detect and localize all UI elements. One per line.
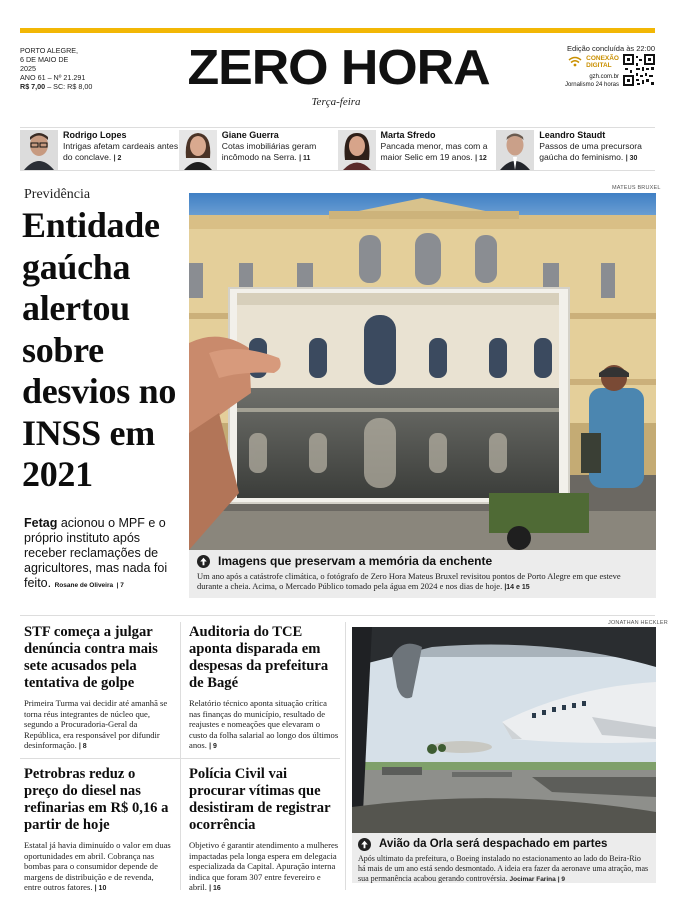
main-photo-credit: MATEUS BRUXEL	[612, 185, 661, 191]
site-url[interactable]: gzh.com.br	[589, 74, 619, 80]
main-photo-caption	[189, 550, 656, 598]
main-caption-pages: |14 e 15	[504, 584, 530, 592]
columnist-page: | 2	[113, 154, 122, 162]
lede-byline: Rosane de Oliveira	[54, 582, 114, 589]
columnist-item[interactable]	[496, 128, 655, 170]
columnist-teaser: Cotas imobiliárias geram incômodo na Serra.	[221, 141, 317, 162]
columnist-page: | 11	[299, 154, 311, 162]
location-line-1: PORTO ALEGRE,	[20, 46, 79, 55]
columnist-name: Giane Guerra	[221, 130, 279, 140]
columnist-item[interactable]	[179, 128, 338, 170]
conexao-digital[interactable]	[549, 53, 619, 88]
columnist-photo-marta	[338, 130, 376, 170]
column-divider	[180, 622, 181, 890]
columnist-teaser: Intrigas afetam cardeais antes do conclave.	[63, 141, 179, 162]
lead-headline[interactable]: Entidade gaúcha alertou sobre desvios no INSS em 2021	[22, 205, 177, 494]
story-title[interactable]: STF começa a julgar denúncia contra mais sete acusados pela tentativa de golpe	[24, 624, 158, 691]
columnist-name: Rodrigo Lopes	[63, 130, 127, 140]
digital-info	[525, 44, 655, 53]
lede-page: | 7	[116, 582, 124, 589]
plane-caption-body: Após ultimato da prefeitura, o Boeing instalado no estacionamento ao lado do Beira-Rio há mais de um ano está sendo desmontado. A ideia era fazer da aeronave uma atração, mas sua permanência acabou gerando controvérsia.	[358, 854, 649, 883]
columnist-teaser: Passos de uma precursora gaúcha do feminismo.	[539, 141, 642, 162]
digital-label-1: CONEXÃO	[586, 54, 619, 62]
lead-kicker: Previdência	[24, 187, 91, 202]
story-title[interactable]: Polícia Civil vai procurar vítimas que desistiram de registrar ocorrência	[189, 766, 331, 833]
story-page: | 16	[209, 885, 221, 892]
story-title[interactable]: Auditoria do TCE aponta disparada em despesas da prefeitura de Bagé	[189, 624, 329, 691]
edition-closed: Edição concluída às 22:00	[567, 44, 655, 53]
weekday: Terça-feira	[311, 96, 361, 108]
columnist-item[interactable]	[20, 128, 179, 170]
qr-code-icon[interactable]	[623, 54, 655, 86]
main-caption-body: Um ano após a catástrofe climática, o fotógrafo de Zero Hora Mateus Bruxel revisitou pontos de Porto Alegre em que esteve durante a cheia. Acima, o Mercado Público tomado pela água em 2024 e nos dias de hoje.	[197, 571, 621, 592]
columnists-strip	[20, 127, 655, 171]
columnist-item[interactable]	[338, 128, 497, 170]
story-body: Estatal já havia diminuído o valor em duas oportunidades em abril. Cobrança nas bombas para o consumidor depende de margens de distribuição e de revenda, entre outros fatores.	[24, 840, 171, 892]
location-line-3: 2025	[20, 64, 36, 73]
story-policia[interactable]	[189, 766, 339, 895]
story-page: | 9	[209, 743, 217, 750]
story-body: Primeira Turma vai decidir até amanhã se torna réus integrantes de núcleo que, segundo a Procuradoria-Geral da República, era responsável por difundir desinformação.	[24, 698, 168, 750]
section-divider	[20, 615, 655, 616]
edition-number: ANO 61 – Nº 21.291	[20, 73, 86, 82]
edition-info	[20, 46, 130, 91]
story-page: | 10	[94, 885, 107, 892]
price-main: R$ 7,00	[20, 82, 46, 91]
location-line-2: 6 DE MAIO DE	[20, 55, 69, 64]
story-tce[interactable]	[189, 624, 339, 753]
columnist-photo-rodrigo	[20, 130, 58, 170]
plane-caption-byline: Jocimar Farina	[509, 876, 556, 883]
columnist-photo-leandro	[496, 130, 534, 170]
story-petrobras[interactable]	[24, 766, 172, 895]
plane-photo-caption	[352, 833, 656, 883]
main-caption-title[interactable]: Imagens que preservam a memória da enchente	[218, 554, 493, 568]
story-divider	[20, 758, 340, 759]
columnist-name: Marta Sfredo	[380, 130, 436, 140]
lead-lede	[24, 516, 174, 593]
column-divider	[345, 622, 346, 890]
story-stf[interactable]	[24, 624, 172, 753]
columnist-page: | 30	[625, 154, 638, 162]
columnist-teaser: Pancada menor, mas com a maior Selic em 19 anos.	[380, 141, 488, 162]
columnist-name: Leandro Staudt	[539, 130, 606, 140]
airplane-image	[352, 627, 656, 833]
columnist-photo-giane	[179, 130, 217, 170]
story-title[interactable]: Petrobras reduz o preço do diesel nas refinarias em R$ 0,16 a partir de hoje	[24, 766, 169, 833]
top-accent-bar	[20, 28, 655, 33]
story-page: | 8	[78, 743, 87, 750]
columnist-page: | 12	[475, 154, 487, 162]
price-sc: – SC: R$ 8,00	[47, 82, 93, 91]
wifi-icon	[568, 56, 582, 67]
story-body: Relatório técnico aponta situação crítica nas finanças do município, resultado de reajustes e nomeações que elevaram o custo da folha salarial ao longo dos últimos anos.	[189, 698, 339, 750]
plane-photo[interactable]	[352, 627, 656, 833]
arrow-up-circle-icon	[358, 838, 371, 851]
lede-bold: Fetag	[24, 516, 58, 530]
lede-text: acionou o MPF e o próprio instituto após receber reclamações de agricultores, mas nada foi feito.	[24, 516, 168, 590]
plane-caption-title[interactable]: Avião da Orla será despachado em partes	[379, 838, 608, 850]
market-building-image	[189, 193, 656, 550]
arrow-up-circle-icon	[197, 555, 210, 568]
masthead	[20, 40, 655, 120]
journalism-24h: Jornalismo 24 horas	[564, 82, 619, 88]
story-body: Objetivo é garantir atendimento a mulheres impactadas pela longa espera em delegacia especializada da Capital. Apuração interna indica que foram 307 entre fevereiro e abril.	[189, 840, 339, 892]
plane-photo-credit: JONATHAN HECKLER	[608, 620, 668, 626]
digital-label-2: DIGITAL	[586, 61, 612, 69]
plane-caption-page: | 9	[557, 876, 565, 883]
newspaper-logo[interactable]: ZERO HORA	[187, 41, 490, 95]
main-photo[interactable]	[189, 193, 656, 550]
